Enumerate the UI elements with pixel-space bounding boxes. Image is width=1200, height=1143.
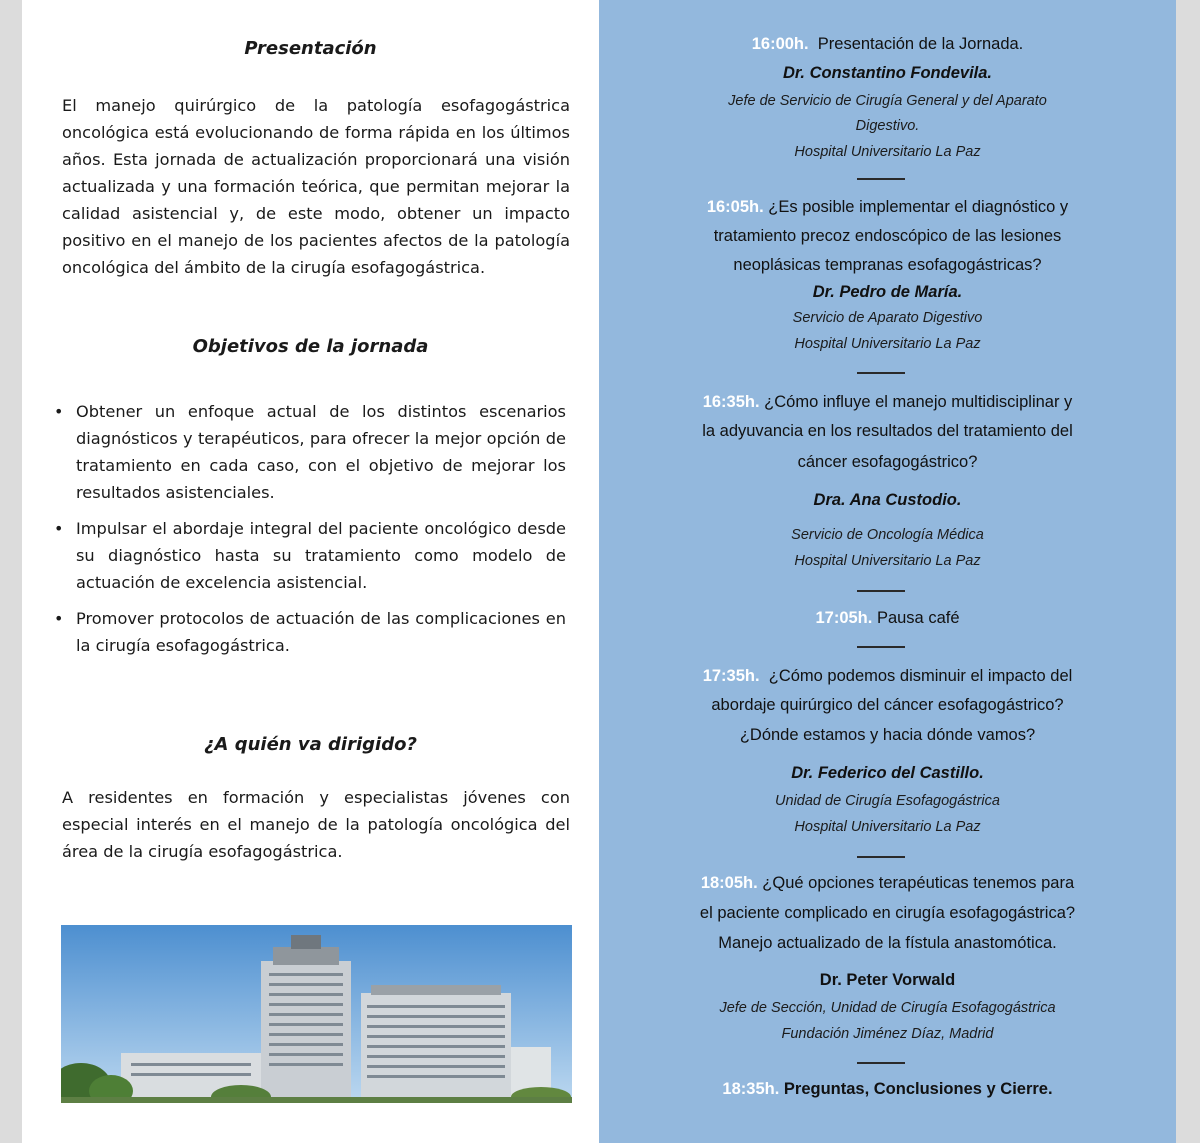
talk-5-line-2: abordaje quirúrgico del cáncer esofagogástrico? (711, 696, 1064, 714)
closing-title: Preguntas, Conclusiones y Cierre. (783, 1080, 1053, 1098)
program-item-4 (599, 604, 1176, 633)
program-item-3 (599, 388, 1176, 417)
speaker-3: Dra. Ana Custodio. (813, 491, 962, 509)
program-item-7 (599, 1080, 1176, 1099)
talk-title: ¿Cómo podemos disminuir el impacto del (768, 667, 1073, 685)
objetivo-item-3 (54, 605, 566, 659)
talk-title: ¿Es posible implementar el diagnóstico y (768, 198, 1069, 216)
objetivo-item-2 (54, 515, 566, 596)
talk-6-line-2: el paciente complicado en cirugía esofagogástrica? (699, 904, 1076, 922)
talk-3-line-2: la adyuvancia en los resultados del tratamiento del (702, 422, 1073, 440)
talk-6-line-3: Manejo actualizado de la fístula anastomótica. (718, 934, 1057, 952)
program-item-6 (599, 869, 1176, 898)
affiliation-1b: Digestivo. (855, 118, 920, 134)
left-column (22, 0, 599, 1143)
objetivo-item-1 (54, 398, 566, 506)
affiliation-5b: Hospital Universitario La Paz (794, 819, 981, 835)
affiliation-3b: Hospital Universitario La Paz (794, 553, 981, 569)
talk-title: ¿Qué opciones terapéuticas tenemos para (762, 874, 1075, 892)
page-edge-right (1176, 0, 1200, 1143)
time-label: 16:35h. (702, 393, 760, 411)
talk-2-line-2: tratamiento precoz endoscópico de las lesiones (713, 227, 1062, 245)
speaker-5: Dr. Federico del Castillo. (791, 764, 984, 782)
talk-3-line-3: cáncer esofagogástrico? (797, 453, 978, 471)
bullet-icon: • (54, 609, 64, 628)
bullet-icon: • (54, 519, 64, 538)
program-item-1 (599, 30, 1176, 59)
dirigido-heading: ¿A quién va dirigido? (204, 734, 417, 755)
separator-line (857, 1062, 905, 1064)
time-label: 18:35h. (722, 1080, 780, 1098)
objetivo-text-1: Obtener un enfoque actual de los distintos escenarios diagnósticos y terapéuticos, para ofrecer la mejor opción de tratamiento en cada caso, con el objetivo de mejorar los resultados asistenciales. (76, 402, 566, 502)
time-label: 16:00h. (751, 35, 809, 53)
affiliation-1a: Jefe de Servicio de Cirugía General y del Aparato (728, 93, 1047, 109)
talk-title: Presentación de la Jornada. (817, 35, 1024, 53)
affiliation-3a: Servicio de Oncología Médica (791, 527, 984, 543)
bullet-icon: • (54, 402, 64, 421)
page-edge-left (0, 0, 22, 1143)
separator-line (857, 178, 905, 180)
objetivos-heading: Objetivos de la jornada (192, 336, 429, 357)
hospital-building-illustration (61, 925, 572, 1103)
program-column (599, 0, 1176, 1143)
presentacion-heading: Presentación (244, 38, 377, 59)
hospital-photo (61, 925, 572, 1103)
speaker-6: Dr. Peter Vorwald (819, 971, 956, 989)
separator-line (857, 590, 905, 592)
speaker-1: Dr. Constantino Fondevila. (782, 64, 992, 82)
program-item-5 (599, 662, 1176, 691)
talk-2-line-3: neoplásicas tempranas esofagogástricas? (733, 256, 1042, 274)
time-label: 17:35h. (702, 667, 760, 685)
affiliation-6b: Fundación Jiménez Díaz, Madrid (781, 1026, 994, 1042)
talk-title: ¿Cómo influye el manejo multidisciplinar y (764, 393, 1073, 411)
objetivo-text-2: Impulsar el abordaje integral del paciente oncológico desde su diagnóstico hasta su tratamiento como modelo de actuación de excelencia asistencial. (76, 519, 566, 592)
affiliation-1c: Hospital Universitario La Paz (794, 144, 981, 160)
separator-line (857, 372, 905, 374)
affiliation-6a: Jefe de Sección, Unidad de Cirugía Esofagogástrica (719, 1000, 1056, 1016)
affiliation-2a: Servicio de Aparato Digestivo (792, 310, 983, 326)
time-label: 16:05h. (706, 198, 764, 216)
dirigido-paragraph: A residentes en formación y especialistas jóvenes con especial interés en el manejo de la patología oncológica del área de la cirugía esofagogástrica. (62, 788, 570, 861)
affiliation-2b: Hospital Universitario La Paz (794, 336, 981, 352)
presentacion-paragraph: El manejo quirúrgico de la patología esofagogástrica oncológica está evolucionando de forma rápida en los últimos años. Esta jornada de actualización proporcionará una visión actualizada y una formación teórica, que permitan mejorar la calidad asistencial y, de este modo, obtener un impacto positivo en el manejo de los pacientes afectos de la patología oncológica del ámbito de la cirugía esofagogástrica. (62, 96, 570, 277)
speaker-2: Dr. Pedro de María. (812, 283, 963, 301)
time-label: 18:05h. (700, 874, 758, 892)
talk-title: Pausa café (876, 609, 960, 627)
separator-line (857, 646, 905, 648)
talk-5-line-3: ¿Dónde estamos y hacia dónde vamos? (739, 726, 1036, 744)
objetivo-text-3: Promover protocolos de actuación de las complicaciones en la cirugía esofagogástrica. (76, 609, 566, 655)
program-item-2 (599, 193, 1176, 222)
time-label: 17:05h. (815, 609, 873, 627)
separator-line (857, 856, 905, 858)
affiliation-5a: Unidad de Cirugía Esofagogástrica (775, 793, 1000, 809)
